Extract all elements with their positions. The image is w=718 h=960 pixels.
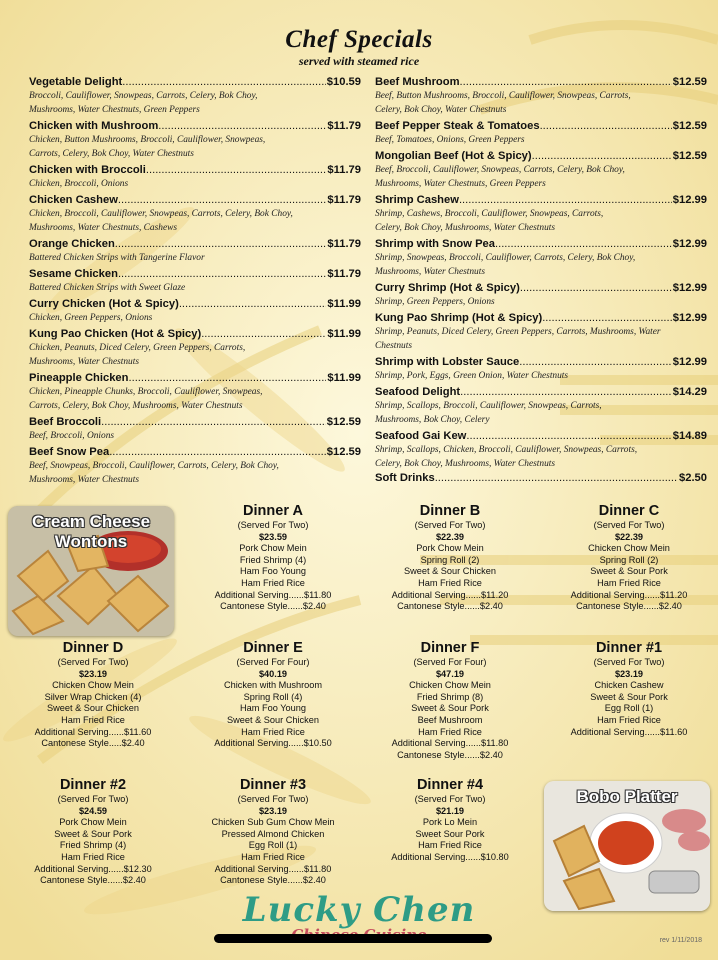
menu-item — [375, 281, 707, 309]
menu-item — [29, 445, 361, 487]
item-price: $11.79 — [327, 268, 361, 280]
dinner-item: Ham Fried Rice — [597, 714, 661, 725]
revision-date: rev 1/11/2018 — [659, 937, 702, 944]
bobo-platter-label: Bobo Platter — [576, 787, 678, 806]
dinner-serves: (Served For Four) — [236, 657, 310, 667]
menu-item — [375, 429, 707, 471]
item-description: Celery, Bok Choy, Mushrooms, Water Chestnuts — [375, 459, 556, 469]
dinner-item: Sweet & Sour Pork — [411, 703, 489, 714]
dinner-combo — [544, 503, 714, 613]
menu-item — [375, 385, 707, 427]
dinner-item: Pork Chow Mein — [59, 817, 127, 828]
item-price: $11.99 — [327, 372, 361, 384]
dinner-item: Spring Roll (4) — [243, 691, 303, 702]
dinner-extra: Additional Serving......$10.80 — [391, 851, 509, 862]
bobo-platter-photo — [544, 781, 710, 911]
dinner-combo — [365, 777, 535, 864]
dinner-item: Ham Fried Rice — [418, 726, 482, 737]
leader-dots — [460, 385, 672, 399]
dinner-item: Pork Chow Mein — [416, 543, 484, 554]
dinner-name: Dinner #1 — [595, 640, 663, 656]
dinner-item: Sweet & Sour Chicken — [404, 566, 496, 577]
item-price: $12.99 — [672, 312, 707, 324]
item-description: Mushrooms, Water Chestnuts — [29, 475, 139, 485]
item-name: Shrimp with Lobster Sauce — [375, 356, 520, 368]
menu-item — [375, 149, 707, 191]
dinner-item: Ham Fried Rice — [241, 851, 305, 862]
dinner-name: Dinner B — [419, 503, 481, 519]
item-description: Battered Chicken Strips with Sweet Glaze — [29, 283, 186, 293]
item-name: Curry Chicken (Hot & Spicy) — [29, 298, 179, 310]
dinner-item: Egg Roll (1) — [604, 703, 654, 714]
wontons-label: Cream Cheese Wontons — [31, 512, 151, 551]
dinner-name: Dinner #2 — [59, 777, 127, 793]
dinner-serves: (Served For Two) — [237, 794, 309, 804]
item-description: Beef, Snowpeas, Broccoli, Cauliflower, Carrots, Celery, Bok Choy, — [29, 461, 279, 471]
item-name: Beef Snow Pea — [29, 446, 110, 458]
dinner-name: Dinner F — [420, 640, 480, 656]
item-name: Beef Mushroom — [375, 76, 460, 88]
item-price: $2.50 — [679, 472, 707, 484]
dinner-item: Ham Fried Rice — [418, 840, 482, 851]
dinner-item: Ham Foo Young — [240, 566, 306, 577]
dinner-item: Sweet & Sour Chicken — [227, 714, 319, 725]
leader-dots — [519, 355, 672, 369]
item-description: Shrimp, Green Peppers, Onions — [375, 297, 495, 307]
dinner-price: $40.19 — [258, 668, 288, 679]
leader-dots — [540, 119, 672, 133]
item-description: Mushrooms, Bok Choy, Celery — [375, 415, 490, 425]
menu-item — [29, 327, 361, 369]
menu-item — [375, 193, 707, 235]
item-description: Carrots, Celery, Bok Choy, Mushrooms, Water Chestnuts — [29, 401, 243, 411]
item-price: $14.89 — [672, 430, 707, 442]
item-description: Chicken, Button Mushrooms, Broccoli, Cauliflower, Snowpeas, — [29, 135, 266, 145]
dinner-price: $23.59 — [258, 531, 288, 542]
dinner-item: Ham Fried Rice — [418, 577, 482, 588]
item-description: Shrimp, Pork, Eggs, Green Onion, Water Chestnuts — [375, 371, 569, 381]
item-description: Shrimp, Scallops, Broccoli, Cauliflower, Snowpeas, Carrots, — [375, 401, 602, 411]
dinner-combo — [8, 777, 178, 887]
leader-dots — [146, 163, 327, 177]
dinner-extra: Cantonese Style.....$2.40 — [41, 738, 145, 749]
item-description: Mushrooms, Water Chestnuts — [29, 357, 139, 367]
item-description: Celery, Bok Choy, Water Chestnuts — [375, 105, 507, 115]
dinner-serves: (Served For Two) — [593, 520, 665, 530]
item-name: Beef Pepper Steak & Tomatoes — [375, 120, 540, 132]
dinner-price: $24.59 — [78, 805, 108, 816]
item-price: $12.59 — [672, 120, 707, 132]
item-name: Shrimp Cashew — [375, 194, 459, 206]
leader-dots — [435, 471, 678, 485]
dinner-item: Chicken Chow Mein — [52, 680, 134, 691]
dinner-item: Spring Roll (2) — [599, 554, 659, 565]
dinner-item: Egg Roll (1) — [248, 840, 298, 851]
leader-dots — [459, 193, 672, 207]
dinner-combo — [188, 640, 358, 750]
dinner-item: Ham Fried Rice — [241, 726, 305, 737]
item-price: $12.99 — [672, 282, 707, 294]
dinner-serves: (Served For Two) — [57, 794, 129, 804]
dinner-serves: (Served For Two) — [237, 520, 309, 530]
dinner-item: Chicken Chow Mein — [588, 543, 670, 554]
item-name: Mongolian Beef (Hot & Spicy) — [375, 150, 532, 162]
item-price: $12.99 — [672, 194, 707, 206]
leader-dots — [109, 445, 326, 459]
item-name: Sesame Chicken — [29, 268, 118, 280]
menu-item — [29, 163, 361, 191]
dinner-item: Chicken Cashew — [594, 680, 664, 691]
item-description: Shrimp, Snowpeas, Broccoli, Cauliflower, Carrots, Celery, Bok Choy, — [375, 253, 636, 263]
menu-item — [375, 75, 707, 117]
item-price: $11.99 — [327, 328, 361, 340]
menu-item — [29, 119, 361, 161]
dinner-extra: Cantonese Style......$2.40 — [397, 601, 503, 612]
item-price: $12.59 — [326, 446, 361, 458]
dinner-item: Sweet & Sour Chicken — [47, 703, 139, 714]
item-description: Chicken, Broccoli, Onions — [29, 179, 129, 189]
right-menu-column — [375, 75, 707, 473]
dinner-item: Sweet & Sour Pork — [590, 566, 668, 577]
dinner-item: Pork Lo Mein — [422, 817, 478, 828]
item-name: Chicken with Mushroom — [29, 120, 159, 132]
item-description: Shrimp, Cashews, Broccoli, Cauliflower, Snowpeas, Carrots, — [375, 209, 604, 219]
dinner-extra: Additional Serving......$11.80 — [214, 589, 332, 600]
leader-dots — [118, 193, 326, 207]
item-name: Curry Shrimp (Hot & Spicy) — [375, 282, 520, 294]
item-name: Chicken Cashew — [29, 194, 118, 206]
dinner-combo — [188, 503, 358, 613]
dinner-price: $23.19 — [258, 805, 288, 816]
soft-drinks-item — [375, 471, 707, 485]
leader-dots — [158, 119, 326, 133]
dinner-price: $23.19 — [614, 668, 644, 679]
item-price: $11.79 — [327, 164, 361, 176]
dinner-item: Fried Shrimp (4) — [59, 840, 127, 851]
dinner-item: Sweet & Sour Pork — [590, 691, 668, 702]
menu-item — [375, 119, 707, 147]
dinner-serves: (Served For Four) — [413, 657, 487, 667]
item-description: Chicken, Green Peppers, Onions — [29, 313, 153, 323]
dinner-item: Silver Wrap Chicken (4) — [44, 691, 142, 702]
item-price: $11.79 — [327, 238, 361, 250]
item-name: Pineapple Chicken — [29, 372, 129, 384]
leader-dots — [115, 237, 327, 251]
dinner-item: Beef Mushroom — [417, 714, 483, 725]
menu-item — [29, 297, 361, 325]
item-description: Mushrooms, Water Chestnuts, Cashews — [29, 223, 178, 233]
dinner-name: Dinner E — [243, 640, 303, 656]
item-description: Chicken, Broccoli, Cauliflower, Snowpeas, Carrots, Celery, Bok Choy, — [29, 209, 293, 219]
dinner-item: Ham Fried Rice — [61, 714, 125, 725]
item-name: Beef Broccoli — [29, 416, 102, 428]
item-description: Celery, Bok Choy, Mushrooms, Water Chestnuts — [375, 223, 556, 233]
dinner-item: Ham Fried Rice — [61, 851, 125, 862]
item-name: Seafood Delight — [375, 386, 461, 398]
leader-dots — [520, 281, 672, 295]
item-name: Kung Pao Chicken (Hot & Spicy) — [29, 328, 202, 340]
dinner-name: Dinner #4 — [416, 777, 484, 793]
menu-item — [29, 193, 361, 235]
leader-dots — [101, 415, 326, 429]
dinner-item: Ham Fried Rice — [241, 577, 305, 588]
item-name: Seafood Gai Kew — [375, 430, 467, 442]
dinner-serves: (Served For Two) — [593, 657, 665, 667]
dinner-serves: (Served For Two) — [414, 794, 486, 804]
dinner-item: Fried Shrimp (8) — [416, 691, 484, 702]
item-price: $10.59 — [326, 76, 361, 88]
dinner-price: $22.39 — [435, 531, 465, 542]
item-price: $12.59 — [326, 416, 361, 428]
dinner-item: Ham Fried Rice — [597, 577, 661, 588]
menu-item — [29, 371, 361, 413]
item-description: Battered Chicken Strips with Tangerine Flavor — [29, 253, 205, 263]
leader-dots — [201, 327, 326, 341]
dinner-price: $21.19 — [435, 805, 465, 816]
item-description: Chestnuts — [375, 341, 412, 351]
item-description: Chicken, Peanuts, Diced Celery, Green Peppers, Carrots, — [29, 343, 246, 353]
dinner-item: Chicken Chow Mein — [409, 680, 491, 691]
item-name: Orange Chicken — [29, 238, 115, 250]
dinner-extra: Additional Serving......$11.80 — [214, 863, 332, 874]
dinner-item: Spring Roll (2) — [420, 554, 480, 565]
leader-dots — [532, 149, 672, 163]
dinner-item: Pork Chow Mein — [239, 543, 307, 554]
dinner-extra: Additional Serving......$11.20 — [391, 589, 509, 600]
item-description: Broccoli, Cauliflower, Snowpeas, Carrots, Celery, Bok Choy, — [29, 91, 258, 101]
leader-dots — [179, 297, 327, 311]
item-price: $12.99 — [672, 238, 707, 250]
item-price: $12.59 — [672, 150, 707, 162]
dinner-extra: Cantonese Style......$2.40 — [576, 601, 682, 612]
item-name: Chicken with Broccoli — [29, 164, 146, 176]
redaction-bar — [214, 934, 492, 943]
item-description: Mushrooms, Water Chestnuts — [375, 267, 485, 277]
dinner-extra: Additional Serving......$12.30 — [34, 863, 152, 874]
item-description: Shrimp, Peanuts, Diced Celery, Green Peppers, Carrots, Mushrooms, Water — [375, 327, 661, 337]
leader-dots — [128, 371, 326, 385]
leader-dots — [495, 237, 672, 251]
item-description: Shrimp, Scallops, Chicken, Broccoli, Cauliflower, Snowpeas, Carrots, — [375, 445, 638, 455]
item-name: Shrimp with Snow Pea — [375, 238, 495, 250]
page-subtitle: served with steamed rice — [298, 54, 420, 68]
dinner-extra: Cantonese Style......$2.40 — [220, 875, 326, 886]
item-price: $11.79 — [327, 120, 361, 132]
menu-item — [29, 267, 361, 295]
dinner-price: $22.39 — [614, 531, 644, 542]
dinner-name: Dinner D — [62, 640, 124, 656]
menu-item — [29, 237, 361, 265]
leader-dots — [542, 311, 672, 325]
dinner-name: Dinner A — [243, 503, 303, 519]
item-description: Beef, Broccoli, Onions — [29, 431, 115, 441]
item-description: Beef, Broccoli, Cauliflower, Snowpeas, Carrots, Celery, Bok Choy, — [375, 165, 625, 175]
dinner-combo — [365, 640, 535, 761]
dinner-extra: Cantonese Style......$2.40 — [40, 875, 146, 886]
dinner-price: $23.19 — [78, 668, 108, 679]
leader-dots — [460, 75, 672, 89]
item-price: $12.59 — [672, 76, 707, 88]
dinner-extra: Additional Serving......$11.60 — [34, 726, 152, 737]
item-price: $11.79 — [327, 194, 361, 206]
menu-item — [375, 311, 707, 353]
page-title: Chef Specials — [285, 26, 433, 53]
leader-dots — [118, 267, 326, 281]
item-description: Beef, Tomatoes, Onions, Green Peppers — [375, 135, 525, 145]
dinner-extra: Additional Serving......$11.20 — [570, 589, 688, 600]
menu-item — [29, 75, 361, 117]
menu-item — [375, 237, 707, 279]
item-description: Carrots, Celery, Bok Choy, Water Chestnuts — [29, 149, 194, 159]
dinner-combo — [188, 777, 358, 887]
item-description: Chicken, Pineapple Chunks, Broccoli, Cauliflower, Snowpeas, — [29, 387, 263, 397]
dinner-name: Dinner C — [598, 503, 660, 519]
dinner-extra: Cantonese Style......$2.40 — [397, 749, 503, 760]
item-description: Mushrooms, Water Chestnuts, Green Peppers — [29, 105, 200, 115]
dinner-item: Sweet & Sour Pork — [54, 828, 132, 839]
dinner-item: Fried Shrimp (4) — [239, 554, 307, 565]
dinner-combo — [8, 640, 178, 750]
dinner-item: Chicken Sub Gum Chow Mein — [211, 817, 335, 828]
dinner-item: Pressed Almond Chicken — [221, 828, 325, 839]
dinner-item: Ham Foo Young — [240, 703, 306, 714]
dinner-item: Chicken with Mushroom — [223, 680, 323, 691]
dinner-serves: (Served For Two) — [57, 657, 129, 667]
item-description: Mushrooms, Water Chestnuts, Green Peppers — [375, 179, 546, 189]
item-name: Soft Drinks — [375, 472, 435, 484]
item-name: Kung Pao Shrimp (Hot & Spicy) — [375, 312, 543, 324]
menu-item — [29, 415, 361, 443]
dinner-serves: (Served For Two) — [414, 520, 486, 530]
left-menu-column — [29, 75, 361, 489]
dinner-extra: Additional Serving......$11.80 — [391, 738, 509, 749]
dinner-combo — [544, 640, 714, 738]
item-price: $12.99 — [672, 356, 707, 368]
item-price: $11.99 — [327, 298, 361, 310]
menu-item — [375, 355, 707, 383]
dinner-combo — [365, 503, 535, 613]
item-price: $14.29 — [672, 386, 707, 398]
restaurant-logo: Lucky Chen — [242, 890, 476, 930]
cream-cheese-wontons-photo — [8, 506, 174, 636]
dinner-extra: Additional Serving......$10.50 — [214, 738, 332, 749]
item-name: Vegetable Delight — [29, 76, 123, 88]
dinner-item: Sweet Sour Pork — [415, 828, 485, 839]
item-description: Beef, Button Mushrooms, Broccoli, Cauliflower, Snowpeas, Carrots, — [375, 91, 631, 101]
dinner-extra: Additional Serving......$11.60 — [570, 726, 688, 737]
dinner-price: $47.19 — [435, 668, 465, 679]
dinner-name: Dinner #3 — [239, 777, 307, 793]
dinner-extra: Cantonese Style......$2.40 — [220, 601, 326, 612]
leader-dots — [466, 429, 671, 443]
leader-dots — [122, 75, 326, 89]
